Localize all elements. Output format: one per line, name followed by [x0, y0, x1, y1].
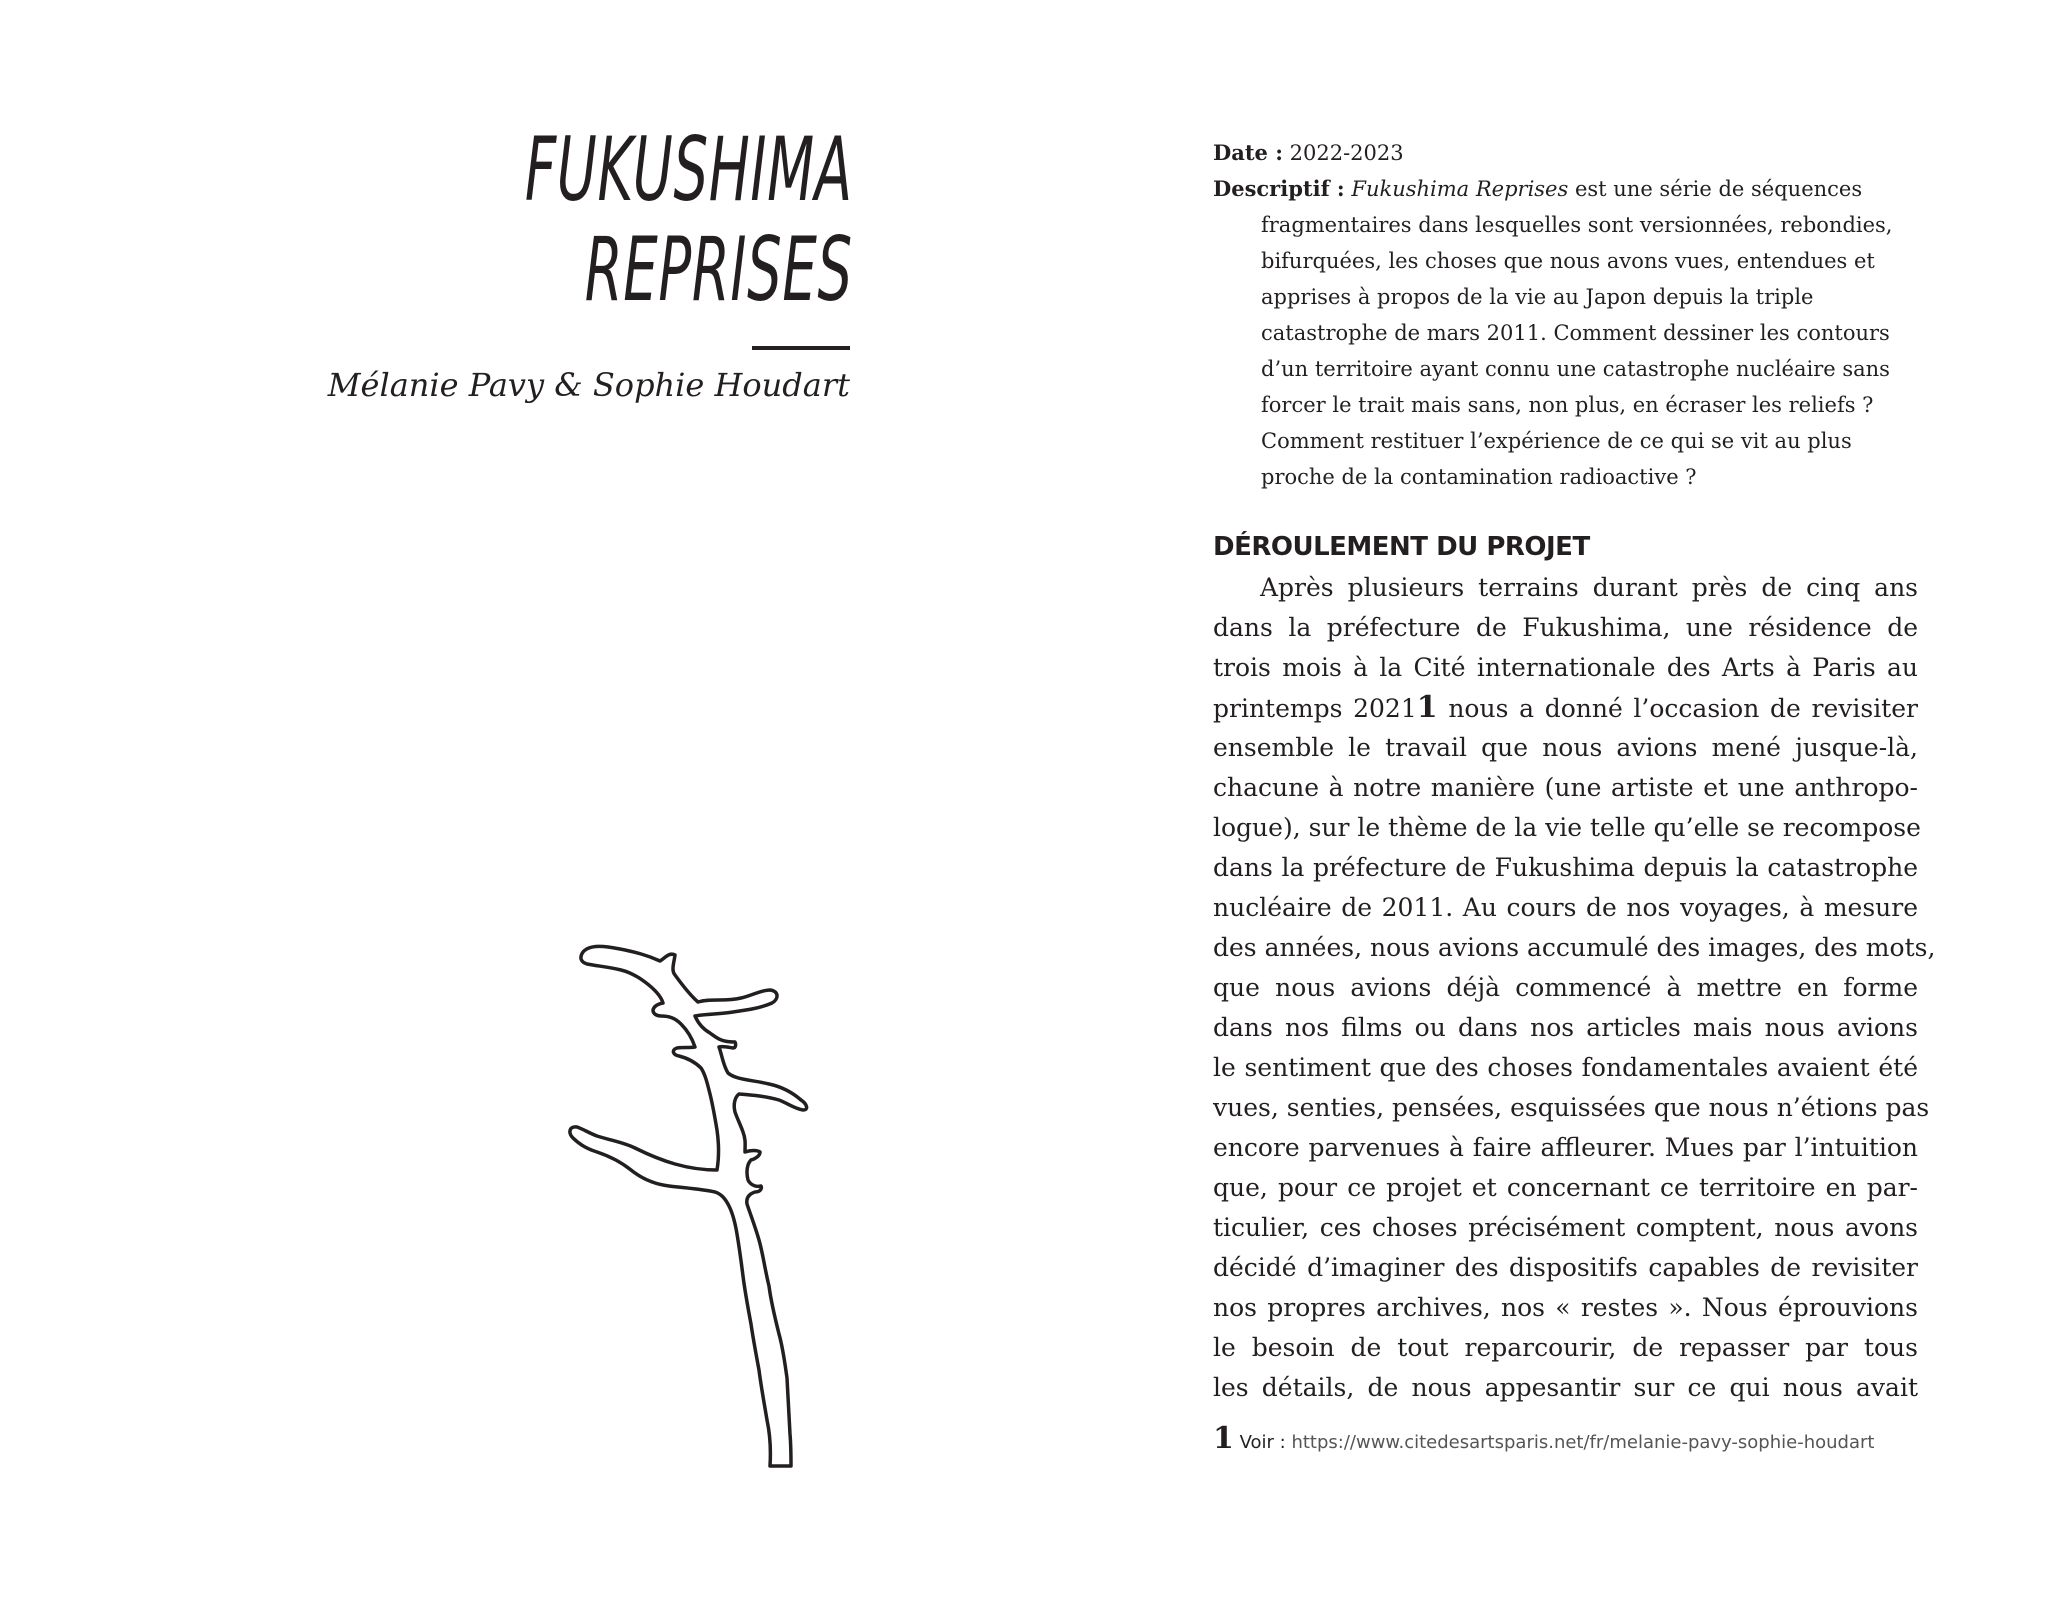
body-line: que, pour ce projet et concernant ce territoire en par- — [1213, 1173, 1918, 1202]
tree-branch-outline-icon — [565, 930, 865, 1490]
book-title — [324, 120, 853, 320]
body-line: les détails, de nous appesantir sur ce qui nous avait — [1213, 1373, 1918, 1402]
body-line: encore parvenues à faire affleurer. Mues par l’intuition — [1213, 1133, 1918, 1162]
body-line: dans la préfecture de Fukushima depuis la catastrophe — [1213, 853, 1918, 882]
description-text: est une série de séquences fragmentaires dans lesquelles sont versionnées, rebondies, bifurquées, les choses que nous avons vues, entendues et apprises à propos de la vie au Japon depuis la triple catastrophe de mars 2011. Comment dessiner les contours d’un territoire ayant connu une catastrophe nucléaire sans forcer le trait mais sans, non plus, en écraser les reliefs ? Comment restituer l’expérience de ce qui se vit au plus proche de la contamination radioactive ? — [1261, 177, 1893, 489]
description-label: Descriptif : — [1213, 176, 1345, 201]
body-line: le sentiment que des choses fondamentales avaient été — [1213, 1053, 1918, 1082]
footnote-number: 1 — [1213, 1421, 1234, 1456]
footnote — [1213, 1421, 1918, 1456]
footnote-link[interactable]: https://www.citedesartsparis.net/fr/melanie-pavy-sophie-houdart — [1291, 1432, 1875, 1453]
title-line-1: FUKUSHIMA — [525, 118, 853, 221]
project-meta — [1213, 135, 1918, 495]
title-line-2: REPRISES — [585, 218, 853, 321]
date-row — [1213, 135, 1918, 171]
date-label: Date : — [1213, 140, 1283, 165]
body-line: ticulier, ces choses précisément comptent, nous avons — [1213, 1213, 1918, 1242]
body-line: des années, nous avions accumulé des images, des mots, — [1213, 933, 1936, 962]
body-line: nos propres archives, nos « restes ». Nous éprouvions — [1213, 1293, 1918, 1322]
body-line: trois mois à la Cité internationale des Arts à Paris au — [1213, 653, 1918, 682]
body-line: Après plusieurs terrains durant près de cinq ans — [1260, 573, 1918, 602]
date-value: 2022-2023 — [1289, 141, 1404, 165]
right-page — [1213, 0, 1936, 1614]
body-line-end: nous a donné l’occasion de revisiter — [1437, 694, 1918, 723]
body-line-start: printemps 2021 — [1213, 694, 1417, 723]
body-line-with-note — [1213, 688, 1918, 728]
title-divider — [752, 346, 850, 350]
description-row — [1213, 171, 1918, 495]
footnote-reference[interactable]: 1 — [1416, 690, 1438, 725]
body-line: que nous avions déjà commencé à mettre en forme — [1213, 973, 1918, 1002]
body-line: vues, senties, pensées, esquissées que nous n’étions pas — [1213, 1093, 1930, 1122]
body-paragraph — [1213, 568, 1936, 1408]
body-line: dans la préfecture de Fukushima, une résidence de — [1213, 613, 1918, 642]
body-line: ensemble le travail que nous avions mené jusque-là, — [1213, 733, 1918, 762]
body-line: logue), sur le thème de la vie telle qu’elle se recompose — [1213, 813, 1921, 842]
body-line: dans nos films ou dans nos articles mais nous avions — [1213, 1013, 1918, 1042]
left-page — [0, 0, 1023, 1614]
section-heading: DÉROULEMENT DU PROJET — [1213, 532, 1590, 562]
body-line: décidé d’imaginer des dispositifs capables de revisiter — [1213, 1253, 1918, 1282]
body-line: nucléaire de 2011. Au cours de nos voyages, à mesure — [1213, 893, 1918, 922]
authors: Mélanie Pavy & Sophie Houdart — [327, 366, 850, 404]
body-line: le besoin de tout reparcourir, de repasser par tous — [1213, 1333, 1918, 1362]
description-title: Fukushima Reprises — [1351, 177, 1569, 201]
footnote-label: Voir : — [1239, 1432, 1286, 1453]
body-line: chacune à notre manière (une artiste et une anthropo- — [1213, 773, 1918, 802]
